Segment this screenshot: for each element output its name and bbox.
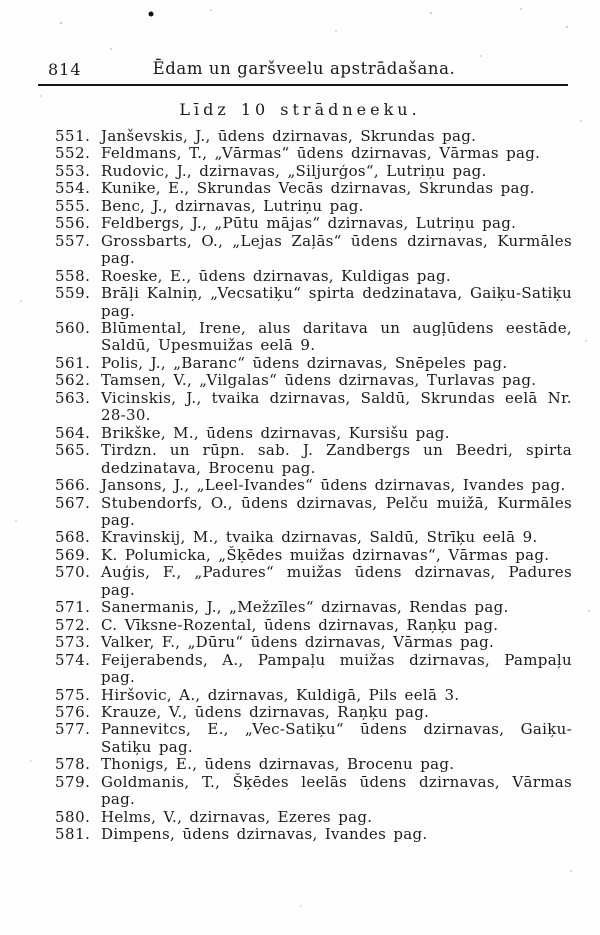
directory-entry — [55, 215, 572, 232]
directory-entry — [55, 529, 572, 546]
directory-entry — [55, 163, 572, 180]
directory-entry — [55, 390, 572, 425]
directory-entry — [55, 128, 572, 145]
entry-text: Krauze, V., ūdens dzirnavas, Raņķu pag. — [101, 702, 430, 721]
entry-number: 555. — [55, 196, 91, 215]
entry-text: Benc, J., dzirnavas, Lutriņu pag. — [101, 196, 364, 215]
entry-text: Polis, J., „Baranc“ ūdens dzirnavas, Snēpeles pag. — [101, 353, 508, 372]
entry-number: 569. — [55, 545, 91, 564]
entry-text: Goldmanis, T., Šķēdes leelās ūdens dzirnavas, Vārmas pag. — [101, 772, 572, 809]
entry-number: 554. — [55, 179, 91, 198]
directory-entry — [55, 268, 572, 285]
entry-text: Janševskis, J., ūdens dzirnavas, Skrundas pag. — [101, 127, 477, 145]
entry-text: Blūmental, Irene, alus daritava un augļūdens eestāde, Saldū, Upesmuižas eelā 9. — [101, 318, 572, 355]
directory-entry — [55, 320, 572, 355]
entry-number: 571. — [55, 598, 91, 617]
entry-text: Thonigs, E., ūdens dzirnavas, Brocenu pag. — [101, 755, 455, 774]
entry-text: Auģis, F., „Padures“ muižas ūdens dzirnavas, Padures pag. — [101, 563, 572, 599]
directory-entry — [55, 564, 572, 599]
directory-entry — [55, 372, 572, 389]
entry-number: 576. — [55, 702, 91, 721]
entry-text: Feldbergs, J., „Pūtu mājas“ dzirnavas, Lutriņu pag. — [101, 214, 517, 233]
entry-number: 578. — [55, 755, 91, 774]
directory-entry — [55, 425, 572, 442]
entry-text: Stubendorfs, O., ūdens dzirnavas, Pelču muižā, Kurmāles pag. — [101, 493, 572, 529]
entry-number: 558. — [55, 266, 91, 285]
entry-text: Tirdzn. un rūpn. sab. J. Zandbergs un Beedri, spirta dedzinatava, Brocenu pag. — [101, 441, 572, 477]
entry-number: 567. — [55, 493, 91, 512]
entry-number: 565. — [55, 441, 91, 460]
entry-number: 553. — [55, 161, 91, 180]
entry-text: Feldmans, T., „Vārmas“ ūdens dzirnavas, Vārmas pag. — [101, 144, 541, 163]
entry-number: 556. — [55, 214, 91, 233]
entry-number: 559. — [55, 284, 91, 303]
entry-text: Roeske, E., ūdens dzirnavas, Kuldigas pag. — [101, 266, 451, 285]
directory-entry — [55, 687, 572, 704]
entry-text: Sanermanis, J., „Mežzīles“ dzirnavas, Rendas pag. — [101, 598, 509, 617]
entry-number: 580. — [55, 807, 91, 826]
entry-number: 568. — [55, 528, 91, 547]
entry-text: Dimpens, ūdens dzirnavas, Ivandes pag. — [101, 825, 428, 844]
entry-number: 566. — [55, 476, 91, 495]
directory-entry — [55, 652, 572, 687]
entry-text: Valker, F., „Dūru“ ūdens dzirnavas, Vārmas pag. — [101, 633, 495, 652]
directory-entry — [55, 233, 572, 268]
entry-number: 577. — [55, 720, 91, 739]
directory-entry — [55, 617, 572, 634]
entry-number: 552. — [55, 144, 91, 163]
entry-number: 575. — [55, 685, 91, 704]
entry-number: 570. — [55, 563, 91, 582]
scan-noise-specks — [0, 0, 2, 2]
directory-entry — [55, 634, 572, 651]
entry-number: 551. — [55, 127, 91, 145]
entry-number: 561. — [55, 353, 91, 372]
directory-entry — [55, 285, 572, 320]
entry-text: K. Polumicka, „Šķēdes muižas dzirnavas“, Vārmas pag. — [101, 545, 550, 564]
entry-number: 579. — [55, 772, 91, 791]
directory-entry — [55, 180, 572, 197]
directory-entry — [55, 198, 572, 215]
entry-number: 564. — [55, 423, 91, 442]
directory-entry — [55, 774, 572, 809]
entry-number: 562. — [55, 371, 91, 390]
directory-entry — [55, 495, 572, 530]
entry-text: C. Vīksne-Rozental, ūdens dzirnavas, Raņķu pag. — [101, 615, 499, 634]
running-header — [38, 58, 570, 82]
directory-entry — [55, 756, 572, 773]
directory-entry — [55, 355, 572, 372]
directory-entry — [55, 477, 572, 494]
entry-text: Kunike, E., Skrundas Vecās dzirnavas, Skrundas pag. — [101, 179, 535, 198]
directory-entry — [55, 599, 572, 616]
entry-number: 557. — [55, 231, 91, 250]
page-number: 814 — [48, 60, 82, 79]
directory-entry — [55, 704, 572, 721]
directory-entry — [55, 547, 572, 564]
entry-text: Vicinskis, J., tvaika dzirnavas, Saldū, Skrundas eelā Nr. 28-30. — [101, 388, 572, 425]
entry-text: Kravinskij, M., tvaika dzirnavas, Saldū, Strīķu eelā 9. — [101, 528, 538, 547]
entry-number: 581. — [55, 825, 91, 844]
entry-text: Pannevitcs, E., „Vec-Satiķu“ ūdens dzirnavas, Gaiķu-Satiķu pag. — [101, 720, 572, 756]
directory-entry — [55, 145, 572, 162]
entry-text: Helms, V., dzirnavas, Ezeres pag. — [101, 807, 373, 826]
entry-number: 560. — [55, 318, 91, 337]
section-title: Līdz 10 strādneeku. — [179, 100, 421, 119]
entry-text: Jansons, J., „Leel-Ivandes“ ūdens dzirnavas, Ivandes pag. — [101, 476, 566, 495]
entry-text: Grossbarts, O., „Lejas Zaļās“ ūdens dzirnavas, Kurmāles pag. — [101, 231, 572, 268]
directory-entry — [55, 826, 572, 843]
entry-number: 574. — [55, 650, 91, 669]
directory-entry — [55, 809, 572, 826]
entry-text: Rudovic, J., dzirnavas, „Siljurģos“, Lutriņu pag. — [101, 161, 487, 180]
directory-entry — [55, 442, 572, 477]
entry-number: 572. — [55, 615, 91, 634]
entry-text: Tamsen, V., „Vilgalas“ ūdens dzirnavas, Turlavas pag. — [101, 371, 537, 390]
entry-text: Feijerabends, A., Pampaļu muižas dzirnavas, Pampaļu pag. — [101, 650, 572, 687]
header-rule — [38, 84, 568, 86]
entry-number: 563. — [55, 388, 91, 407]
entry-text: Hiršovic, A., dzirnavas, Kuldigā, Pils eelā 3. — [101, 685, 460, 704]
directory-entry — [55, 721, 572, 756]
entry-number: 573. — [55, 633, 91, 652]
entries-list — [55, 128, 572, 844]
entry-text: Brikške, M., ūdens dzirnavas, Kursišu pag. — [101, 423, 450, 442]
running-header-title: Ēdam un garšveelu apstrādašana. — [152, 59, 456, 78]
entry-text: Brāļi Kalniņ, „Vecsatiķu“ spirta dedzinatava, Gaiķu-Satiķu pag. — [101, 284, 572, 320]
